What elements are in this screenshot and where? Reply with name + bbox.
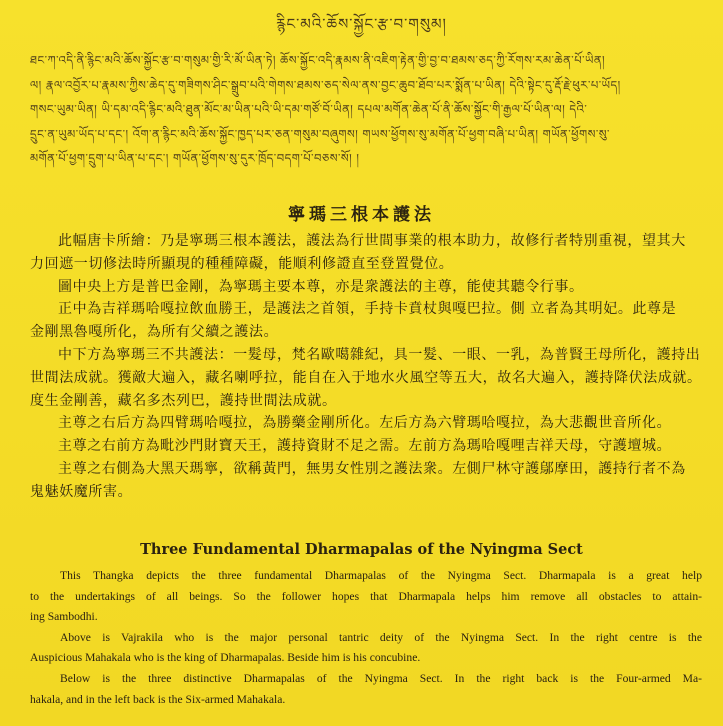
chinese-body xyxy=(30,230,704,504)
english-body xyxy=(30,566,702,710)
chinese-title: 寧瑪三根本護法 xyxy=(288,205,435,225)
chinese-line: 中下方為寧瑪三不共護法：一髮母，梵名歐噶雜紀，具一髮、一眼、一乳，為普賢王母所化，護持出 xyxy=(58,346,701,363)
tibetan-line: མགོན་པོ་ཕྱག་དྲུག་པ་ཡིན་པ་དང་། གཡོན་ཕྱོགས་སུ་དུར་ཁྲོད་བདག་པོ་བཅས་སོ། ། xyxy=(30,151,360,165)
tibetan-title: རྙིང་མའི་ཆོས་སྐྱོང་རྩ་བ་གསུམ། xyxy=(276,15,447,33)
english-line: Above is Vajrakila who is the major personal tantric deity of the Nyingma Sect. In the right centre is the xyxy=(60,630,702,644)
chinese-line: 正中為吉祥瑪哈嘎拉飲血勝王，是護法之首領，手持卡賁杖與嘎巴拉。側 立者為其明妃。此尊是 xyxy=(58,301,677,318)
chinese-line: 主尊之右前方為毗沙門財寶天王，護持資財不足之需。左前方為瑪哈嘎哩吉祥天母，守護壇城。 xyxy=(58,438,672,455)
english-line: This Thangka depicts the three fundamental Dharmapalas of the Nyingma Sect. Dharmapala is a great help xyxy=(60,569,702,582)
chinese-line: 世間法成就。獲敵大遍入，藏名喇呼拉，能自在入于地水火風空等五大，故名大遍入，護持降伏法成就。 xyxy=(30,369,702,386)
chinese-line: 金剛黑魯嘎所化，為所有父續之護法。 xyxy=(30,324,279,341)
english-line: Auspicious Mahakala who is the king of Dharmapalas. Beside him is his concubine. xyxy=(30,651,421,665)
chinese-line: 主尊之右側為大黑天瑪寧，欲稱黃門，無男女性別之護法衆。左側尸林守護鄔摩田，護持行者不為 xyxy=(58,460,686,477)
chinese-line: 圖中央上方是普巴金剛，為寧瑪主要本尊，亦是衆護法的主尊，能使其聽令行事。 xyxy=(58,278,584,295)
chinese-line: 此幅唐卡所繪：乃是寧瑪三根本護法，護法為行世間事業的根本助力，故修行者特別重視，望其大 xyxy=(58,233,686,249)
english-title: Three Fundamental Dharmapalas of the Nyingma Sect xyxy=(140,541,583,558)
tibetan-body xyxy=(30,48,702,171)
english-line: to the undertakings of all beings. So the follower hopes that Dharmapala helps him remove all obstacles to attain- xyxy=(30,589,702,603)
tibetan-line: གསང་ཡུམ་ཡིན། ཡི་དམ་འདི་རྙིང་མའི་ཐུན་མོང་མ་ཡིན་པའི་ཡི་དམ་གཙོ་བོ་ཡིན། དཔལ་མགོན་ཆེན་པོ་ནི་ཆོས་སྐྱོང་གི་རྒྱལ་པོ་ཡིན་ལ། དེའི་ xyxy=(30,102,588,116)
chinese-line: 主尊之右后方為四臂瑪哈嘎拉，為勝藥金剛所化。左后方為六臂瑪哈嘎拉，為大悲觀世音所化。 xyxy=(58,415,672,432)
chinese-line: 力回遮一切修法時所顯現的種種障礙，能順利修證直至登置覺位。 xyxy=(30,255,454,272)
tibetan-line: ལ། རྣལ་འབྱོར་པ་རྣམས་ཀྱིས་ཆེད་དུ་གཟིགས་ཤིང་སྒྲུབ་པའི་གེགས་ཐམས་ཅད་སེལ་ནས་བྱང་ཆུབ་ཐོབ་པར་སྨོན་པ་ཡིན། དེའི་སྟེང་དུ་རྡོ་རྗེ་ཕུར་པ་ཡོད། xyxy=(30,77,621,92)
tibetan-line: ཐང་ཀ་འདི་ནི་རྙིང་མའི་ཆོས་སྐྱོང་རྩ་བ་གསུམ་གྱི་རི་མོ་ཡིན་ཏེ། ཆོས་སྐྱོང་འདི་རྣམས་ནི་འཇིག་རྟེན་གྱི་བྱ་བ་ཐམས་ཅད་ཀྱི་རོགས་རམ་ཆེན་པོ་ཡིན། xyxy=(30,53,606,67)
chinese-line: 鬼魅妖魔所害。 xyxy=(30,483,133,500)
chinese-line: 度生金剛善，藏名多杰列巴，護持世間法成就。 xyxy=(30,392,337,409)
tibetan-line: དྲུང་ན་ཡུམ་ཡོད་པ་དང་། འོག་ན་རྙིང་མའི་ཆོས་སྐྱོང་ཁྱད་པར་ཅན་གསུམ་བཞུགས། གཡས་ཕྱོགས་སུ་མགོན་པོ་ཕྱག་བཞི་པ་ཡིན། གཡོན་ཕྱོགས་སུ་ xyxy=(30,126,610,141)
english-line: hakala, and in the left back is the Six-armed Mahakala. xyxy=(30,692,286,706)
english-line: Below is the three distinctive Dharmapalas of the Nyingma Sect. In the right back is the Four-armed Ma- xyxy=(60,671,702,685)
english-line: ing Sambodhi. xyxy=(30,610,98,624)
